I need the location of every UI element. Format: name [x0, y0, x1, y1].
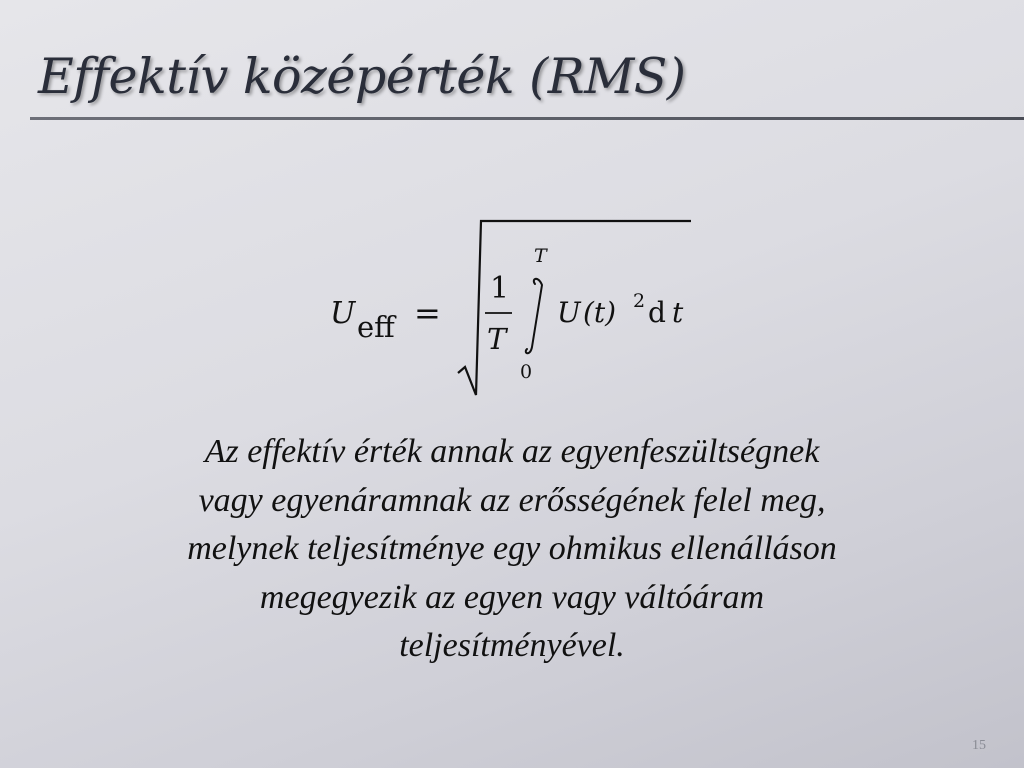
integral-sign [526, 279, 542, 353]
integrand-argument: (t) [583, 296, 617, 329]
slide-number: 15 [972, 738, 986, 753]
integral-upper-limit: T [534, 245, 547, 267]
slide-title: Effektív középérték (RMS) [38, 48, 686, 105]
fraction-denominator: T [487, 322, 507, 356]
integrand-exponent: 2 [633, 290, 646, 312]
differential-variable: t [672, 296, 684, 329]
rms-formula-svg [330, 215, 700, 405]
description-line: melynek teljesítménye egy ohmikus ellenálláson [187, 530, 837, 567]
rms-formula [330, 215, 700, 405]
title-underline [30, 117, 1024, 120]
integrand-function: U [557, 296, 581, 329]
integral-lower-limit: 0 [520, 361, 533, 383]
lhs-subscript: eff [357, 310, 395, 344]
differential-d: d [648, 296, 666, 329]
fraction-numerator: 1 [490, 271, 510, 306]
equals-sign: = [414, 294, 441, 332]
description-line: teljesítményével. [399, 627, 625, 664]
description-line: vagy egyenáramnak az erősségének felel meg, [198, 481, 826, 519]
description-line: Az effektív érték annak az egyenfeszültségnek [204, 433, 820, 470]
lhs-symbol: U [330, 296, 356, 331]
description-paragraph [70, 428, 954, 671]
description-line: megegyezik az egyen vagy váltóáram [259, 578, 765, 616]
